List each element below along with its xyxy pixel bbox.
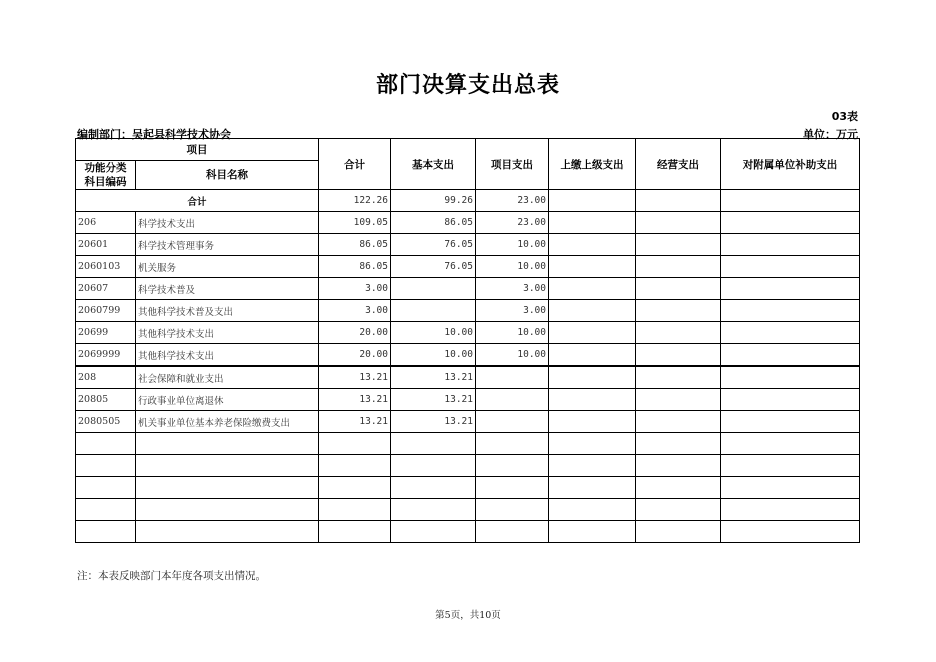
header-total: 合计 [319, 139, 391, 190]
table-row [76, 278, 860, 300]
header-upper: 上缴上级支出 [549, 139, 636, 190]
row-basic: 10.00 [391, 344, 476, 367]
row-project [476, 411, 549, 433]
row-subsidy [721, 234, 860, 256]
row-project: 23.00 [476, 212, 549, 234]
header-basic: 基本支出 [391, 139, 476, 190]
row-project: 10.00 [476, 322, 549, 344]
row-code: 206 [76, 212, 136, 234]
unit-label: 单位：万元 [803, 128, 858, 141]
row-basic: 13.21 [391, 411, 476, 433]
table-row [76, 344, 860, 367]
empty-cell [476, 499, 549, 521]
page-title: 部门决算支出总表 [375, 73, 560, 98]
row-name: 科学技术普及 [136, 278, 319, 300]
row-total: 86.05 [319, 234, 391, 256]
row-subsidy [721, 322, 860, 344]
row-name: 机关事业单位基本养老保险缴费支出 [136, 411, 319, 433]
row-business [636, 256, 721, 278]
row-business [636, 411, 721, 433]
row-project [476, 389, 549, 411]
row-total: 3.00 [319, 278, 391, 300]
header-item: 项目 [76, 139, 319, 161]
row-upper [549, 278, 636, 300]
row-subsidy [721, 389, 860, 411]
row-basic: 13.21 [391, 389, 476, 411]
total-project: 23.00 [476, 190, 549, 212]
empty-row [76, 455, 860, 477]
row-upper [549, 234, 636, 256]
total-business [636, 190, 721, 212]
row-business [636, 344, 721, 367]
row-name: 科学技术支出 [136, 212, 319, 234]
empty-row [76, 521, 860, 543]
empty-cell [136, 521, 319, 543]
empty-cell [136, 499, 319, 521]
row-code: 2080505 [76, 411, 136, 433]
row-total: 109.05 [319, 212, 391, 234]
row-subsidy [721, 344, 860, 367]
empty-cell [76, 521, 136, 543]
row-project: 10.00 [476, 256, 549, 278]
row-subsidy [721, 300, 860, 322]
total-label: 合计 [76, 190, 319, 212]
row-name: 科学技术管理事务 [136, 234, 319, 256]
row-upper [549, 212, 636, 234]
empty-cell [391, 499, 476, 521]
row-subsidy [721, 212, 860, 234]
row-name: 其他科学技术支出 [136, 322, 319, 344]
header-code: 功能分类 科目编码 [76, 161, 136, 190]
empty-cell [476, 433, 549, 455]
row-name: 其他科学技术支出 [136, 344, 319, 367]
row-project: 10.00 [476, 234, 549, 256]
row-subsidy [721, 366, 860, 389]
row-upper [549, 411, 636, 433]
row-project: 3.00 [476, 278, 549, 300]
empty-cell [721, 499, 860, 521]
empty-cell [76, 499, 136, 521]
total-basic: 99.26 [391, 190, 476, 212]
row-upper [549, 344, 636, 367]
empty-cell [549, 433, 636, 455]
empty-cell [476, 521, 549, 543]
table-note: 注：本表反映部门本年度各项支出情况。 [77, 570, 266, 582]
total-upper [549, 190, 636, 212]
row-upper [549, 322, 636, 344]
empty-cell [549, 477, 636, 499]
empty-cell [391, 433, 476, 455]
empty-cell [76, 433, 136, 455]
row-business [636, 278, 721, 300]
table-row [76, 234, 860, 256]
empty-cell [136, 455, 319, 477]
empty-cell [721, 455, 860, 477]
empty-cell [476, 477, 549, 499]
empty-cell [636, 433, 721, 455]
empty-row [76, 477, 860, 499]
total-row [76, 190, 860, 212]
row-total: 20.00 [319, 322, 391, 344]
empty-cell [721, 477, 860, 499]
row-total: 20.00 [319, 344, 391, 367]
total-total: 122.26 [319, 190, 391, 212]
empty-cell [319, 433, 391, 455]
row-business [636, 366, 721, 389]
row-basic [391, 300, 476, 322]
row-code: 20805 [76, 389, 136, 411]
row-name: 行政事业单位离退休 [136, 389, 319, 411]
row-code: 2060103 [76, 256, 136, 278]
table-row [76, 322, 860, 344]
header-business: 经营支出 [636, 139, 721, 190]
row-basic: 86.05 [391, 212, 476, 234]
department-label: 编制部门：吴起县科学技术协会 [77, 128, 231, 141]
table-row [76, 300, 860, 322]
empty-cell [391, 455, 476, 477]
row-subsidy [721, 411, 860, 433]
empty-cell [319, 499, 391, 521]
row-total: 13.21 [319, 389, 391, 411]
empty-cell [549, 521, 636, 543]
expenditure-table [75, 138, 860, 543]
total-subsidy [721, 190, 860, 212]
row-name: 机关服务 [136, 256, 319, 278]
row-business [636, 389, 721, 411]
row-basic: 10.00 [391, 322, 476, 344]
row-total: 3.00 [319, 300, 391, 322]
row-total: 13.21 [319, 366, 391, 389]
row-business [636, 322, 721, 344]
row-upper [549, 389, 636, 411]
row-project: 10.00 [476, 344, 549, 367]
table-row [76, 389, 860, 411]
row-code: 2060799 [76, 300, 136, 322]
empty-cell [721, 521, 860, 543]
table-row [76, 366, 860, 389]
empty-cell [476, 455, 549, 477]
row-basic [391, 278, 476, 300]
row-basic: 76.05 [391, 234, 476, 256]
row-code: 20601 [76, 234, 136, 256]
row-code: 2069999 [76, 344, 136, 367]
empty-cell [136, 477, 319, 499]
table-row [76, 256, 860, 278]
empty-cell [636, 455, 721, 477]
empty-cell [76, 477, 136, 499]
empty-cell [549, 499, 636, 521]
empty-row [76, 499, 860, 521]
row-name: 社会保障和就业支出 [136, 366, 319, 389]
row-code: 20699 [76, 322, 136, 344]
empty-cell [319, 521, 391, 543]
row-name: 其他科学技术普及支出 [136, 300, 319, 322]
empty-row [76, 433, 860, 455]
row-total: 86.05 [319, 256, 391, 278]
header-subsidy: 对附属单位补助支出 [721, 139, 860, 190]
empty-cell [319, 455, 391, 477]
row-business [636, 234, 721, 256]
empty-cell [76, 455, 136, 477]
row-subsidy [721, 256, 860, 278]
table-number: 03表 [831, 110, 858, 123]
empty-cell [319, 477, 391, 499]
row-upper [549, 366, 636, 389]
row-basic: 76.05 [391, 256, 476, 278]
empty-cell [136, 433, 319, 455]
table-body [76, 190, 860, 543]
table-row [76, 411, 860, 433]
row-total: 13.21 [319, 411, 391, 433]
table-row [76, 212, 860, 234]
empty-cell [391, 477, 476, 499]
header-project: 项目支出 [476, 139, 549, 190]
header-name: 科目名称 [136, 161, 319, 190]
row-project [476, 366, 549, 389]
empty-cell [636, 477, 721, 499]
empty-cell [636, 499, 721, 521]
empty-cell [721, 433, 860, 455]
row-upper [549, 300, 636, 322]
page-footer: 第5页，共10页 [435, 610, 501, 621]
row-subsidy [721, 278, 860, 300]
empty-cell [391, 521, 476, 543]
row-business [636, 212, 721, 234]
row-code: 208 [76, 366, 136, 389]
row-upper [549, 256, 636, 278]
row-project: 3.00 [476, 300, 549, 322]
row-basic: 13.21 [391, 366, 476, 389]
row-business [636, 300, 721, 322]
empty-cell [636, 521, 721, 543]
row-code: 20607 [76, 278, 136, 300]
empty-cell [549, 455, 636, 477]
